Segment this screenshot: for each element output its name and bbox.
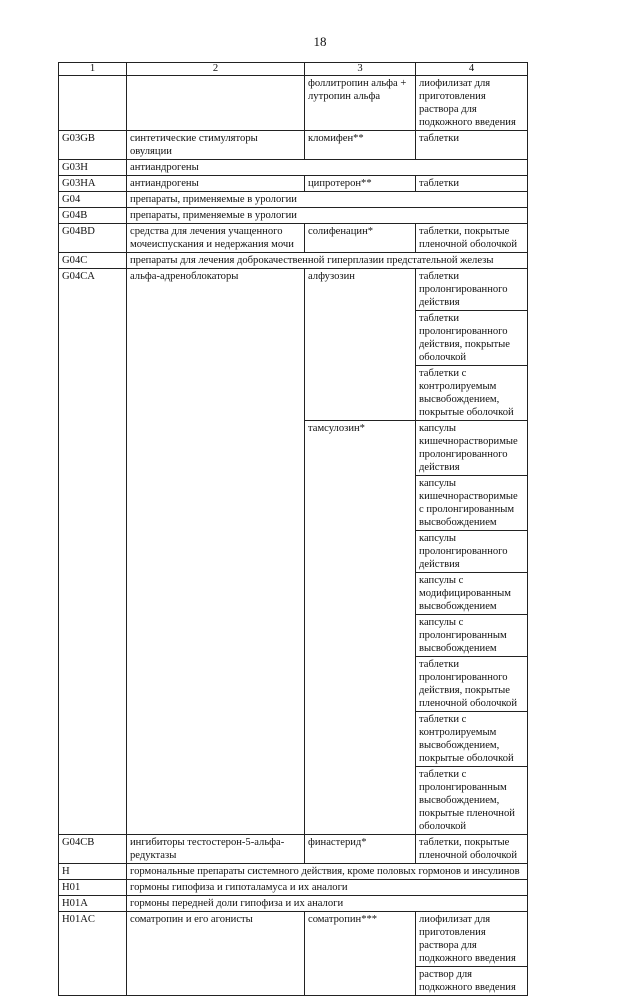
- atc-code: G04B: [59, 208, 127, 224]
- table-row: [59, 176, 528, 192]
- substance-name: финастерид*: [305, 835, 416, 864]
- table-row: [59, 76, 528, 131]
- dosage-form: лиофилизат для приготовления раствора для подкожного введения: [416, 76, 528, 131]
- substance-name: кломифен**: [305, 131, 416, 160]
- atc-code: H01A: [59, 896, 127, 912]
- substance-name: фоллитропин альфа + лутропин альфа: [305, 76, 416, 131]
- dosage-form: капсулы кишечнорастворимые пролонгированного действия: [416, 421, 528, 476]
- table-row: [59, 864, 528, 880]
- group-name: средства для лечения учащенного мочеиспускания и недержания мочи: [127, 224, 305, 253]
- table-row: [59, 253, 528, 269]
- atc-code: H01AC: [59, 912, 127, 996]
- dosage-form: капсулы с пролонгированным высвобождением: [416, 615, 528, 657]
- table-row: [59, 160, 528, 176]
- substance-name: тамсулозин*: [305, 421, 416, 835]
- group-name: антиандрогены: [127, 176, 305, 192]
- group-name: препараты для лечения доброкачественной гиперплазии предстательной железы: [127, 253, 528, 269]
- group-name: препараты, применяемые в урологии: [127, 192, 528, 208]
- table-row: [59, 835, 528, 864]
- group-name: синтетические стимуляторы овуляции: [127, 131, 305, 160]
- table-row: [59, 192, 528, 208]
- atc-code: G04CA: [59, 269, 127, 835]
- group-name: антиандрогены: [127, 160, 528, 176]
- table-row: [59, 269, 528, 311]
- group-name: [127, 76, 305, 131]
- dosage-form: таблетки с пролонгированным высвобождением, покрытые пленочной оболочкой: [416, 767, 528, 835]
- dosage-form: капсулы пролонгированного действия: [416, 531, 528, 573]
- drug-table: [58, 62, 528, 996]
- atc-code: H01: [59, 880, 127, 896]
- table-row: [59, 896, 528, 912]
- table-row: [59, 880, 528, 896]
- atc-code: G03GB: [59, 131, 127, 160]
- group-name: соматропин и его агонисты: [127, 912, 305, 996]
- substance-name: алфузозин: [305, 269, 416, 421]
- atc-code: G04BD: [59, 224, 127, 253]
- table-row: [59, 912, 528, 967]
- dosage-form: таблетки: [416, 176, 528, 192]
- header-col-2: 2: [127, 63, 305, 76]
- substance-name: солифенацин*: [305, 224, 416, 253]
- header-col-3: 3: [305, 63, 416, 76]
- atc-code: G04C: [59, 253, 127, 269]
- atc-code: G03H: [59, 160, 127, 176]
- group-name: гормоны передней доли гипофиза и их аналоги: [127, 896, 528, 912]
- atc-code: G04: [59, 192, 127, 208]
- atc-code: G04CB: [59, 835, 127, 864]
- table-row: [59, 208, 528, 224]
- dosage-form: таблетки, покрытые пленочной оболочкой: [416, 835, 528, 864]
- dosage-form: таблетки, покрытые пленочной оболочкой: [416, 224, 528, 253]
- header-row: [59, 63, 528, 76]
- dosage-form: раствор для подкожного введения: [416, 967, 528, 996]
- atc-code: H: [59, 864, 127, 880]
- header-col-4: 4: [416, 63, 528, 76]
- atc-code: G03HA: [59, 176, 127, 192]
- group-name: препараты, применяемые в урологии: [127, 208, 528, 224]
- group-name: гормоны гипофиза и гипоталамуса и их аналоги: [127, 880, 528, 896]
- dosage-form: таблетки: [416, 131, 528, 160]
- dosage-form: таблетки пролонгированного действия, покрытые пленочной оболочкой: [416, 657, 528, 712]
- substance-name: ципротерон**: [305, 176, 416, 192]
- group-name: альфа-адреноблокаторы: [127, 269, 305, 835]
- dosage-form: лиофилизат для приготовления раствора для подкожного введения: [416, 912, 528, 967]
- table-row: [59, 131, 528, 160]
- page-number: 18: [313, 34, 327, 49]
- group-name: гормональные препараты системного действия, кроме половых гормонов и инсулинов: [127, 864, 528, 880]
- atc-code: [59, 76, 127, 131]
- dosage-form: капсулы кишечнорастворимые с пролонгированным высвобождением: [416, 476, 528, 531]
- substance-name: соматропин***: [305, 912, 416, 996]
- dosage-form: таблетки пролонгированного действия, покрытые оболочкой: [416, 311, 528, 366]
- dosage-form: таблетки с контролируемым высвобождением, покрытые оболочкой: [416, 712, 528, 767]
- dosage-form: таблетки с контролируемым высвобождением, покрытые оболочкой: [416, 366, 528, 421]
- group-name: ингибиторы тестостерон-5-альфа-редуктазы: [127, 835, 305, 864]
- dosage-form: таблетки пролонгированного действия: [416, 269, 528, 311]
- header-col-1: 1: [59, 63, 127, 76]
- table-row: [59, 224, 528, 253]
- dosage-form: капсулы с модифицированным высвобождением: [416, 573, 528, 615]
